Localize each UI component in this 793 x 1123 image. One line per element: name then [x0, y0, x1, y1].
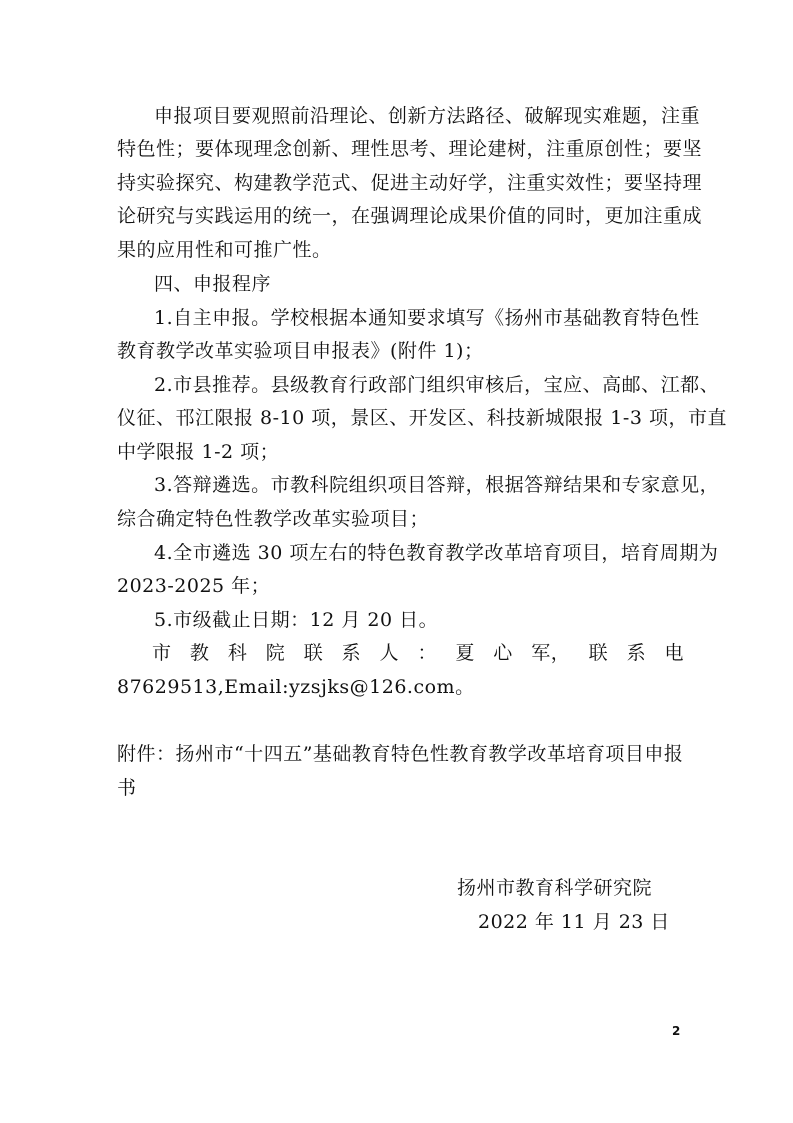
signature-organization: 扬州市教育科学研究院: [457, 877, 653, 899]
procedure-item-cont: 教育教学改革实验项目申报表》(附件 1)；: [117, 340, 484, 362]
contact-char: 联: [588, 642, 609, 664]
contact-char: 联: [303, 642, 324, 664]
contact-char: ：: [417, 642, 437, 664]
procedure-item-cont: 中学限报 1-2 项；: [117, 441, 280, 463]
procedure-item: 5.市级截止日期：12 月 20 日。: [154, 609, 439, 631]
contact-line: [152, 641, 684, 665]
contact-char: 市: [152, 642, 172, 664]
paragraph-line: 持实验探究、构建教学范式、促进主动好学，注重实效性；要坚持理: [117, 172, 703, 194]
procedure-item: 1.自主申报。学校根据本通知要求填写《扬州市基础教育特色性: [154, 307, 700, 329]
contact-char: 夏: [455, 642, 475, 664]
contact-char: 院: [265, 642, 286, 664]
procedure-item-cont: 2023-2025 年；: [117, 575, 271, 597]
contact-char: 系: [341, 642, 362, 664]
contact-char: 人: [379, 642, 400, 664]
contact-line-email: 87629513,Email:yzsjks@126.com。: [117, 676, 475, 698]
paragraph-line: 论研究与实践运用的统一，在强调理论成果价值的同时，更加注重成: [117, 205, 703, 227]
procedure-item: 3.答辩遴选。市教科院组织项目答辩，根据答辩结果和专家意见，: [154, 474, 720, 496]
paragraph-line: 特色性；要体现理念创新、理性思考、理论建树，注重原创性；要坚: [117, 138, 703, 160]
contact-char: 系: [626, 642, 647, 664]
contact-char: 电: [664, 642, 684, 664]
contact-char: 军，: [531, 642, 571, 664]
attachment-line-cont: 书: [117, 777, 137, 799]
contact-char: 教: [189, 642, 210, 664]
procedure-item-cont: 仪征、邗江限报 8-10 项，景区、开发区、科技新城限报 1-3 项，市直: [117, 407, 727, 429]
section-heading: 四、申报程序: [154, 273, 272, 295]
paragraph-line: 果的应用性和可推广性。: [117, 239, 332, 261]
contact-char: 心: [493, 642, 513, 664]
page-number: 2: [672, 1024, 681, 1038]
procedure-item: 4.全市遴选 30 项左右的特色教育教学改革培育项目，培育周期为: [154, 542, 719, 564]
procedure-item-cont: 综合确定特色性教学改革实验项目；: [117, 508, 430, 530]
paragraph-line: 申报项目要观照前沿理论、创新方法路径、破解现实难题，注重: [154, 105, 701, 127]
procedure-item: 2.市县推荐。县级教育行政部门组织审核后，宝应、高邮、江都、: [154, 374, 720, 396]
signature-date: 2022 年 11 月 23 日: [478, 911, 670, 933]
contact-char: 科: [227, 642, 248, 664]
attachment-line: 附件：扬州市“十四五”基础教育特色性教育教学改革培育项目申报: [117, 743, 684, 765]
